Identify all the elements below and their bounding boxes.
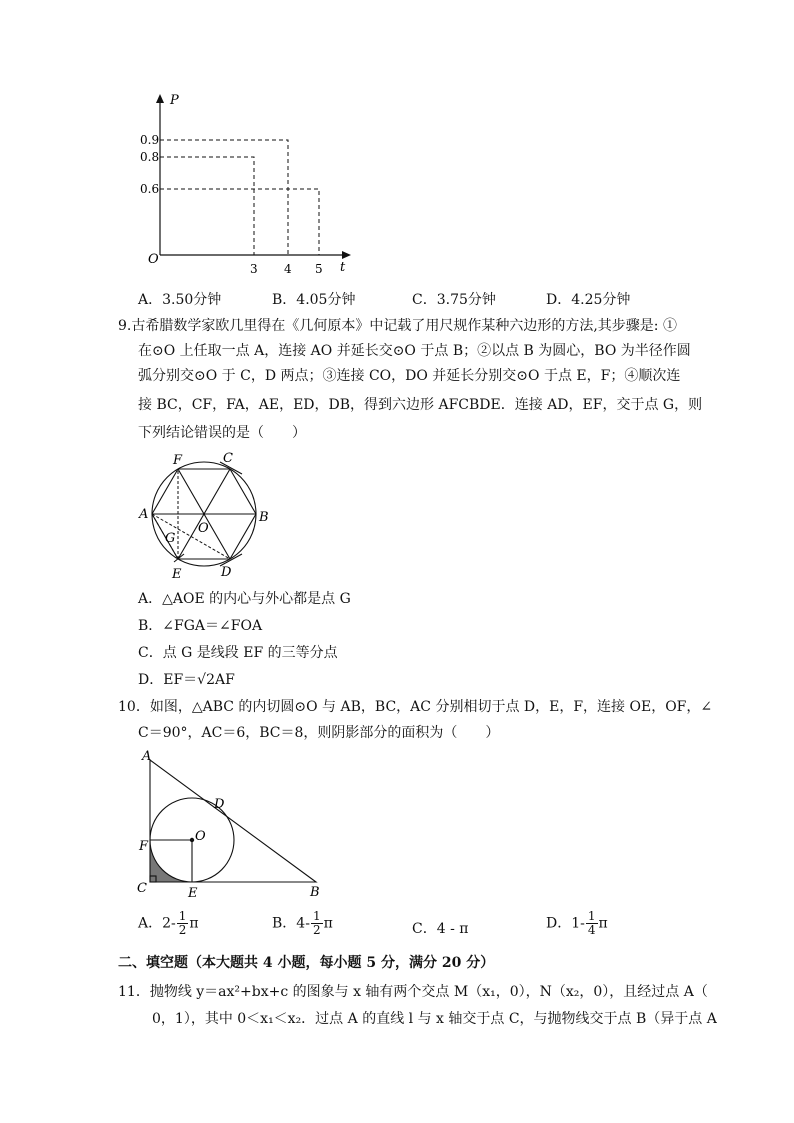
probability-graph: [135, 88, 365, 278]
section-2-heading: 二、填空题（本大题共 4 小题，每小题 5 分，满分 20 分）: [118, 955, 495, 971]
q9-line-2: 在⊙O 上任取一点 A，连接 AO 并延长交⊙O 于点 B；②以点 B 为圆心，BO 为半径作圆: [138, 343, 691, 359]
q10-option-d[interactable]: [546, 910, 608, 937]
guide-0.8-3: [160, 157, 254, 255]
q10-option-b-num: 1: [312, 909, 321, 923]
q10-option-a-prefix: A．2-: [138, 915, 176, 932]
q10-option-a-pi: π: [189, 915, 199, 932]
q10-option-d-prefix: D．1-: [546, 915, 585, 932]
q8-option-b[interactable]: B．4.05分钟: [272, 292, 356, 308]
q9-option-d[interactable]: D．EF＝√2AF: [138, 672, 235, 688]
label-e: E: [188, 886, 198, 898]
x-tick-4: 4: [284, 262, 292, 276]
y-axis-label: P: [170, 93, 179, 108]
center-o-dot: [190, 838, 194, 842]
q10-line-2: C＝90°，AC＝6，BC＝8，则阴影部分的面积为（ ）: [138, 725, 500, 741]
label-f: F: [139, 839, 149, 854]
guide-0.6-5: [160, 189, 319, 255]
label-a: A: [142, 749, 152, 764]
q10-option-a-num: 1: [178, 909, 187, 923]
q9-option-c[interactable]: C．点 G 是线段 EF 的三等分点: [138, 645, 338, 661]
y-axis-arrow: [156, 94, 164, 103]
q9-line-4: 接 BC，CF，FA，AE，ED，DB，得到六边形 AFCBDE．连接 AD，EF，交于点 G，则: [138, 397, 703, 413]
label-f: F: [173, 453, 183, 468]
label-d: D: [214, 797, 225, 812]
label-d: D: [221, 565, 232, 580]
q9-option-b[interactable]: B．∠FGA＝∠FOA: [138, 618, 263, 634]
label-g: G: [165, 531, 176, 546]
q10-option-b-prefix: B．4-: [272, 915, 310, 932]
q10-option-d-num: 1: [587, 909, 596, 923]
triangle-abc: [150, 760, 316, 882]
q10-line-1: 10．如图，△ABC 的内切圆⊙O 与 AB，BC，AC 分别相切于点 D，E，F，连接 OE，OF，∠: [118, 699, 713, 715]
x-axis-arrow: [342, 251, 351, 259]
y-tick-0.8: 0.8: [140, 150, 160, 164]
label-e: E: [172, 567, 182, 582]
q9-line-5: 下列结论错误的是（ ）: [138, 425, 306, 441]
q9-line-1: 9.古希腊数学家欧几里得在《几何原本》中记载了用尺规作某种六边形的方法,其步骤是: ①: [118, 318, 677, 334]
q11-line-1: 11．抛物线 y＝ax²+bx+c 的图象与 x 轴有两个交点 M（x₁，0），N（x₂，0），且经过点 A（: [118, 984, 708, 1000]
q9-option-a[interactable]: A．△AOE 的内心与外心都是点 G: [138, 591, 351, 607]
q9-line-3: 弧分别交⊙O 于 C，D 两点；③连接 CO，DO 并延长分别交⊙O 于点 E，F；④顺次连: [138, 368, 681, 384]
q10-option-d-pi: π: [598, 915, 608, 932]
q10-option-a-den: 2: [178, 923, 187, 937]
label-b: B: [259, 510, 269, 525]
q10-option-a[interactable]: [138, 910, 199, 937]
q10-option-d-den: 4: [587, 923, 596, 937]
q10-option-c[interactable]: C．4 - π: [412, 921, 469, 937]
q8-option-c[interactable]: C．3.75分钟: [412, 292, 496, 308]
label-c: C: [137, 881, 147, 896]
triangle-incircle-figure: [134, 748, 334, 898]
x-tick-3: 3: [250, 262, 258, 276]
segment-ad: [152, 514, 230, 559]
q8-option-d[interactable]: D．4.25分钟: [546, 292, 631, 308]
q10-option-b[interactable]: [272, 910, 333, 937]
x-tick-5: 5: [315, 262, 323, 276]
q10-option-a-fraction: [177, 910, 189, 937]
label-b: B: [310, 885, 320, 898]
x-axis-label: t: [340, 260, 346, 275]
q10-option-b-den: 2: [312, 923, 321, 937]
q10-option-b-pi: π: [323, 915, 333, 932]
q10-option-d-fraction: [586, 910, 598, 937]
q10-option-b-fraction: [311, 910, 323, 937]
label-o: O: [195, 829, 206, 844]
hexagon-figure: [136, 448, 276, 586]
label-a: A: [139, 507, 149, 522]
q8-option-a[interactable]: A．3.50分钟: [138, 292, 222, 308]
label-c: C: [223, 451, 233, 466]
y-tick-0.6: 0.6: [140, 182, 160, 196]
q11-line-2: 0，1），其中 0＜x₁＜x₂．过点 A 的直线 l 与 x 轴交于点 C，与抛物线交于点 B（异于点 A: [138, 1011, 717, 1027]
label-o: O: [198, 521, 209, 536]
origin-label: O: [148, 252, 159, 267]
y-tick-0.9: 0.9: [140, 133, 160, 147]
